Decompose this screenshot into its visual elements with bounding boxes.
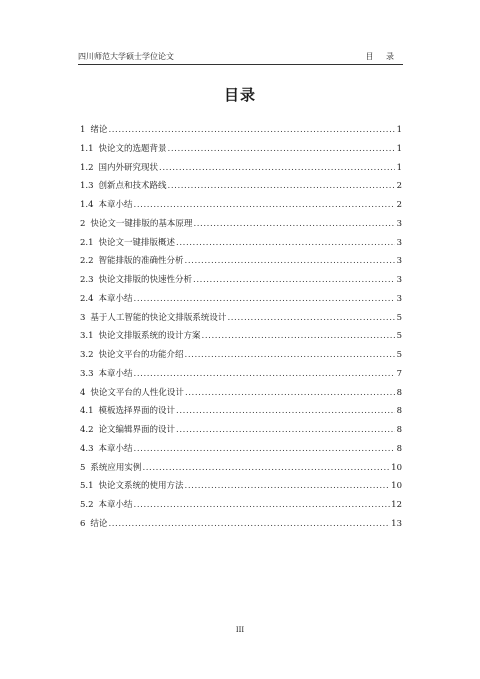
toc-entry[interactable] xyxy=(80,159,402,178)
toc-dot-leader xyxy=(134,196,395,215)
toc-dot-leader xyxy=(193,215,395,234)
toc-entry-title: 快论文平台的人性化设计 xyxy=(90,387,184,398)
toc-entry-number: 3 xyxy=(80,312,86,323)
toc-dot-leader xyxy=(176,234,395,253)
toc-entry[interactable] xyxy=(80,459,402,478)
toc-entry-title: 本章小结 xyxy=(98,293,133,304)
toc-entry-number: 6 xyxy=(80,518,86,529)
toc-entry[interactable] xyxy=(80,177,402,196)
toc-entry[interactable] xyxy=(80,346,402,365)
toc-entry-number: 3.2 xyxy=(80,350,94,360)
toc-entry-title: 快论文系统的使用方法 xyxy=(98,481,184,492)
toc-entry-page: 1 xyxy=(396,125,402,135)
toc-entry[interactable] xyxy=(80,121,402,140)
toc-entry-page: 3 xyxy=(396,275,402,285)
toc-entry[interactable] xyxy=(80,196,402,215)
toc-dot-leader xyxy=(227,309,395,328)
toc-entry-title: 模板选择界面的设计 xyxy=(98,406,176,417)
toc-entry-number: 5.1 xyxy=(80,481,94,492)
toc-entry-number: 2 xyxy=(80,218,86,229)
toc-entry[interactable] xyxy=(80,421,402,440)
toc-entry-number: 1 xyxy=(80,125,86,135)
toc-entry-page: 5 xyxy=(396,350,402,360)
toc-entry-page: 2 xyxy=(396,181,402,192)
toc-entry-number: 4.1 xyxy=(80,406,94,417)
toc-dot-leader xyxy=(134,496,391,515)
toc-entry-title: 快论文的选题背景 xyxy=(98,143,167,154)
toc-dot-leader xyxy=(185,477,391,496)
toc-entry-page: 1 xyxy=(396,143,402,154)
toc-entry-title: 本章小结 xyxy=(98,368,133,379)
toc-dot-leader xyxy=(185,252,395,271)
toc-entry-number: 1.1 xyxy=(80,143,94,154)
toc-entry-page: 12 xyxy=(391,500,402,510)
toc-entry[interactable] xyxy=(80,440,402,459)
header-university-title: 四川师范大学硕士学位论文 xyxy=(78,52,174,61)
toc-dot-leader xyxy=(134,440,395,459)
toc-entry-title: 本章小结 xyxy=(98,200,133,210)
header-section-title: 目 录 xyxy=(365,52,399,61)
toc-entry-number: 3.1 xyxy=(80,331,94,342)
toc-entry[interactable] xyxy=(80,215,402,234)
toc-dot-leader xyxy=(134,290,395,309)
toc-dot-leader xyxy=(185,346,395,365)
toc-entry[interactable] xyxy=(80,290,402,309)
toc-entry[interactable] xyxy=(80,515,402,534)
toc-entry-title: 快论文平台的功能介绍 xyxy=(98,350,184,360)
toc-entry-title: 快论文一键排版概述 xyxy=(98,237,176,248)
toc-entry-number: 3.3 xyxy=(80,368,94,379)
toc-entry-page: 10 xyxy=(391,481,402,492)
toc-entry-title: 本章小结 xyxy=(98,500,133,510)
toc-entry-number: 2.4 xyxy=(80,293,94,304)
toc-dot-leader xyxy=(185,384,395,403)
toc-entry-page: 10 xyxy=(391,462,402,473)
toc-entry-page: 3 xyxy=(396,256,402,267)
toc-entry-page: 5 xyxy=(396,312,402,323)
toc-entry[interactable] xyxy=(80,252,402,271)
toc-entry-page: 8 xyxy=(396,425,402,435)
toc-entry-number: 5.2 xyxy=(80,500,94,510)
toc-entry-page: 3 xyxy=(396,293,402,304)
toc-entry-number: 2.3 xyxy=(80,275,94,285)
toc-entry[interactable] xyxy=(80,234,402,253)
toc-entry-title: 创新点和技术路线 xyxy=(98,181,167,192)
toc-dot-leader xyxy=(168,177,395,196)
toc-entry[interactable] xyxy=(80,140,402,159)
toc-dot-leader xyxy=(202,327,395,346)
toc-entry-number: 4.3 xyxy=(80,443,94,454)
running-header xyxy=(78,50,403,65)
toc-entry-page: 1 xyxy=(396,162,402,173)
toc-entry-title: 系统应用实例 xyxy=(90,462,142,473)
toc-dot-leader xyxy=(168,140,395,159)
toc-entry-number: 1.2 xyxy=(80,162,94,173)
toc-entry-title: 论文编辑界面的设计 xyxy=(98,425,176,435)
page-title: 目录 xyxy=(223,86,256,104)
toc-entry-title: 基于人工智能的快论文排版系统设计 xyxy=(90,312,227,323)
toc-entry-title: 快论文一键排版的基本原理 xyxy=(90,218,193,229)
toc-entry-number: 1.4 xyxy=(80,200,94,210)
toc-entry[interactable] xyxy=(80,309,402,328)
toc-dot-leader xyxy=(176,421,395,440)
toc-dot-leader xyxy=(193,271,395,290)
toc-entry[interactable] xyxy=(80,271,402,290)
toc-entry-page: 8 xyxy=(396,406,402,417)
toc-entry[interactable] xyxy=(80,477,402,496)
toc-entry-page: 8 xyxy=(396,387,402,398)
toc-entry-title: 智能排版的准确性分析 xyxy=(98,256,184,267)
toc-entry-page: 3 xyxy=(396,218,402,229)
toc-entry-page: 3 xyxy=(396,237,402,248)
toc-entry-number: 4.2 xyxy=(80,425,94,435)
toc-entry-number: 4 xyxy=(80,387,86,398)
toc-entry-title: 国内外研究现状 xyxy=(98,162,159,173)
toc-dot-leader xyxy=(159,159,395,178)
toc-entry-number: 1.3 xyxy=(80,181,94,192)
toc-entry-number: 2.2 xyxy=(80,256,94,267)
toc-dot-leader xyxy=(108,515,390,534)
toc-entry[interactable] xyxy=(80,365,402,384)
toc-entry-page: 13 xyxy=(391,518,402,529)
table-of-contents xyxy=(80,121,402,534)
toc-entry-title: 结论 xyxy=(90,518,108,529)
toc-entry-page: 2 xyxy=(396,200,402,210)
toc-entry-number: 5 xyxy=(80,462,86,473)
toc-entry[interactable] xyxy=(80,402,402,421)
toc-entry-page: 7 xyxy=(396,368,402,379)
toc-entry-page: 5 xyxy=(396,331,402,342)
toc-dot-leader xyxy=(142,459,390,478)
toc-entry-title: 绪论 xyxy=(90,125,108,135)
toc-dot-leader xyxy=(134,365,395,384)
toc-entry-title: 快论文排版系统的设计方案 xyxy=(98,331,201,342)
toc-entry-title: 快论文排版的快速性分析 xyxy=(98,275,193,285)
toc-entry-page: 8 xyxy=(396,443,402,454)
toc-dot-leader xyxy=(108,121,395,140)
page-number: III xyxy=(235,626,245,634)
toc-entry[interactable] xyxy=(80,496,402,515)
toc-dot-leader xyxy=(176,402,395,421)
toc-entry[interactable] xyxy=(80,327,402,346)
toc-entry-title: 本章小结 xyxy=(98,443,133,454)
toc-entry[interactable] xyxy=(80,384,402,403)
toc-entry-number: 2.1 xyxy=(80,237,94,248)
